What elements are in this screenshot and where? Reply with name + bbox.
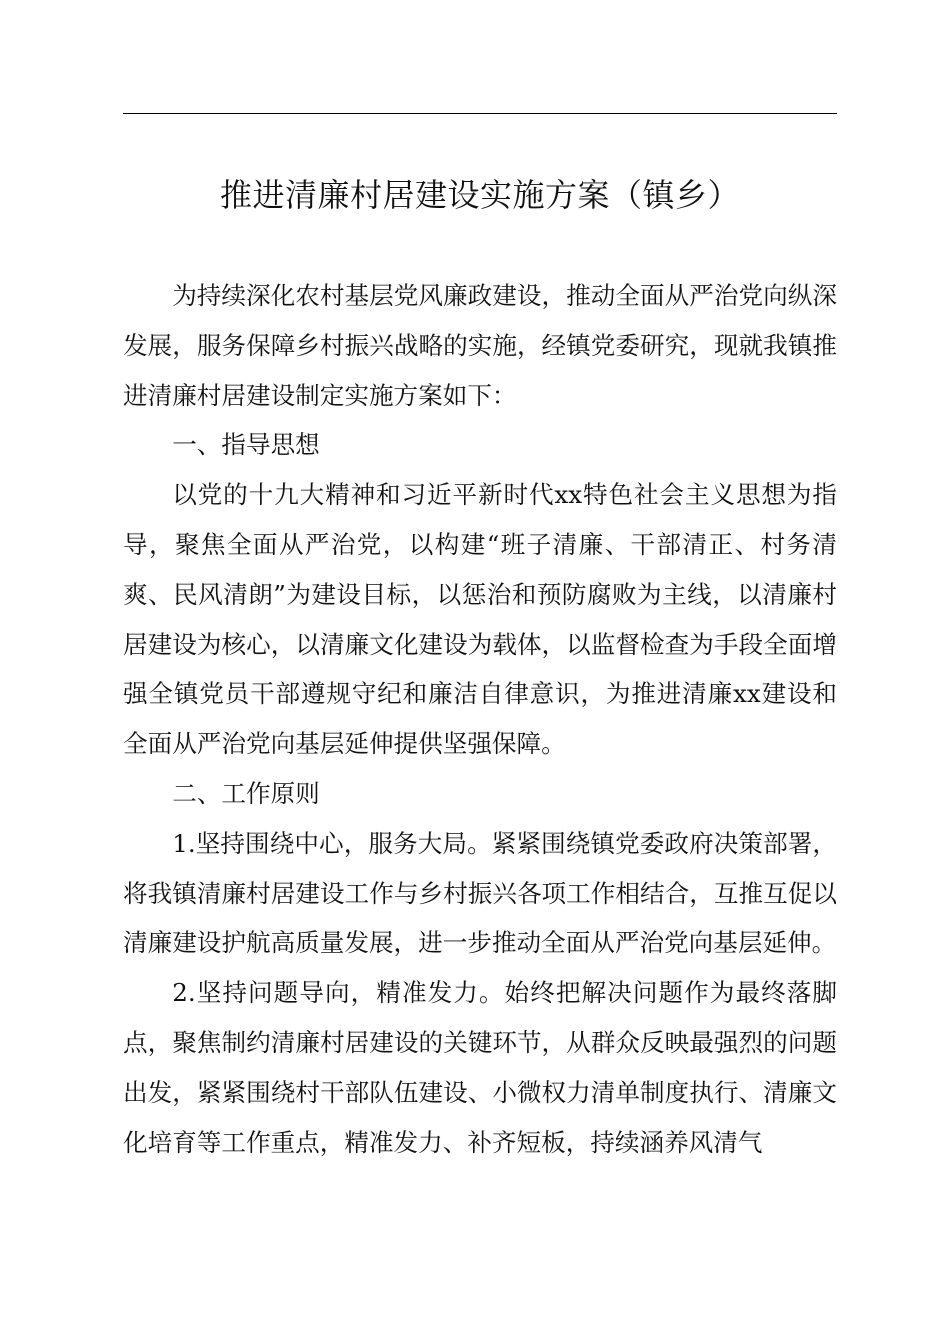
header-rule [123,113,837,114]
section-heading-guiding-thought: 一、指导思想 [172,430,320,460]
section-heading-work-principles: 二、工作原则 [172,778,320,808]
intro-paragraph: 为持续深化农村基层党风廉政建设，推动全面从严治党向纵深发展，服务保障乡村振兴战略的实施，经镇党委研究，现就我镇推进清廉村居建设制定实施方案如下： [123,281,837,410]
guiding-thought-paragraph: 以党的十九大精神和习近平新时代xx特色社会主义思想为指导，聚焦全面从严治党，以构建“班子清廉、干部清正、村务清爽、民风清朗”为建设目标，以惩治和预防腐败为主线，以清廉村居建设为核心，以清廉文化建设为载体，以监督检查为手段全面增强全镇党员干部遵规守纪和廉洁自律意识，为推进清廉xx建设和全面从严治党向基层延伸提供坚强保障。 [123,480,837,759]
document-body [123,271,837,1167]
document-title: 推进清廉村居建设实施方案（镇乡） [219,176,740,214]
principle-2-paragraph: 2.坚持问题导向，精准发力。始终把解决问题作为最终落脚点，聚焦制约清廉村居建设的关键环节，从群众反映最强烈的问题出发，紧紧围绕村干部队伍建设、小微权力清单制度执行、清廉文化培育等工作重点，精准发力、补齐短板，持续涵养风清气 [123,978,837,1157]
principle-1-paragraph: 1.坚持围绕中心，服务大局。紧紧围绕镇党委政府决策部署，将我镇清廉村居建设工作与乡村振兴各项工作相结合，互推互促以清廉建设护航高质量发展，进一步推动全面从严治党向基层延伸。 [123,828,837,958]
